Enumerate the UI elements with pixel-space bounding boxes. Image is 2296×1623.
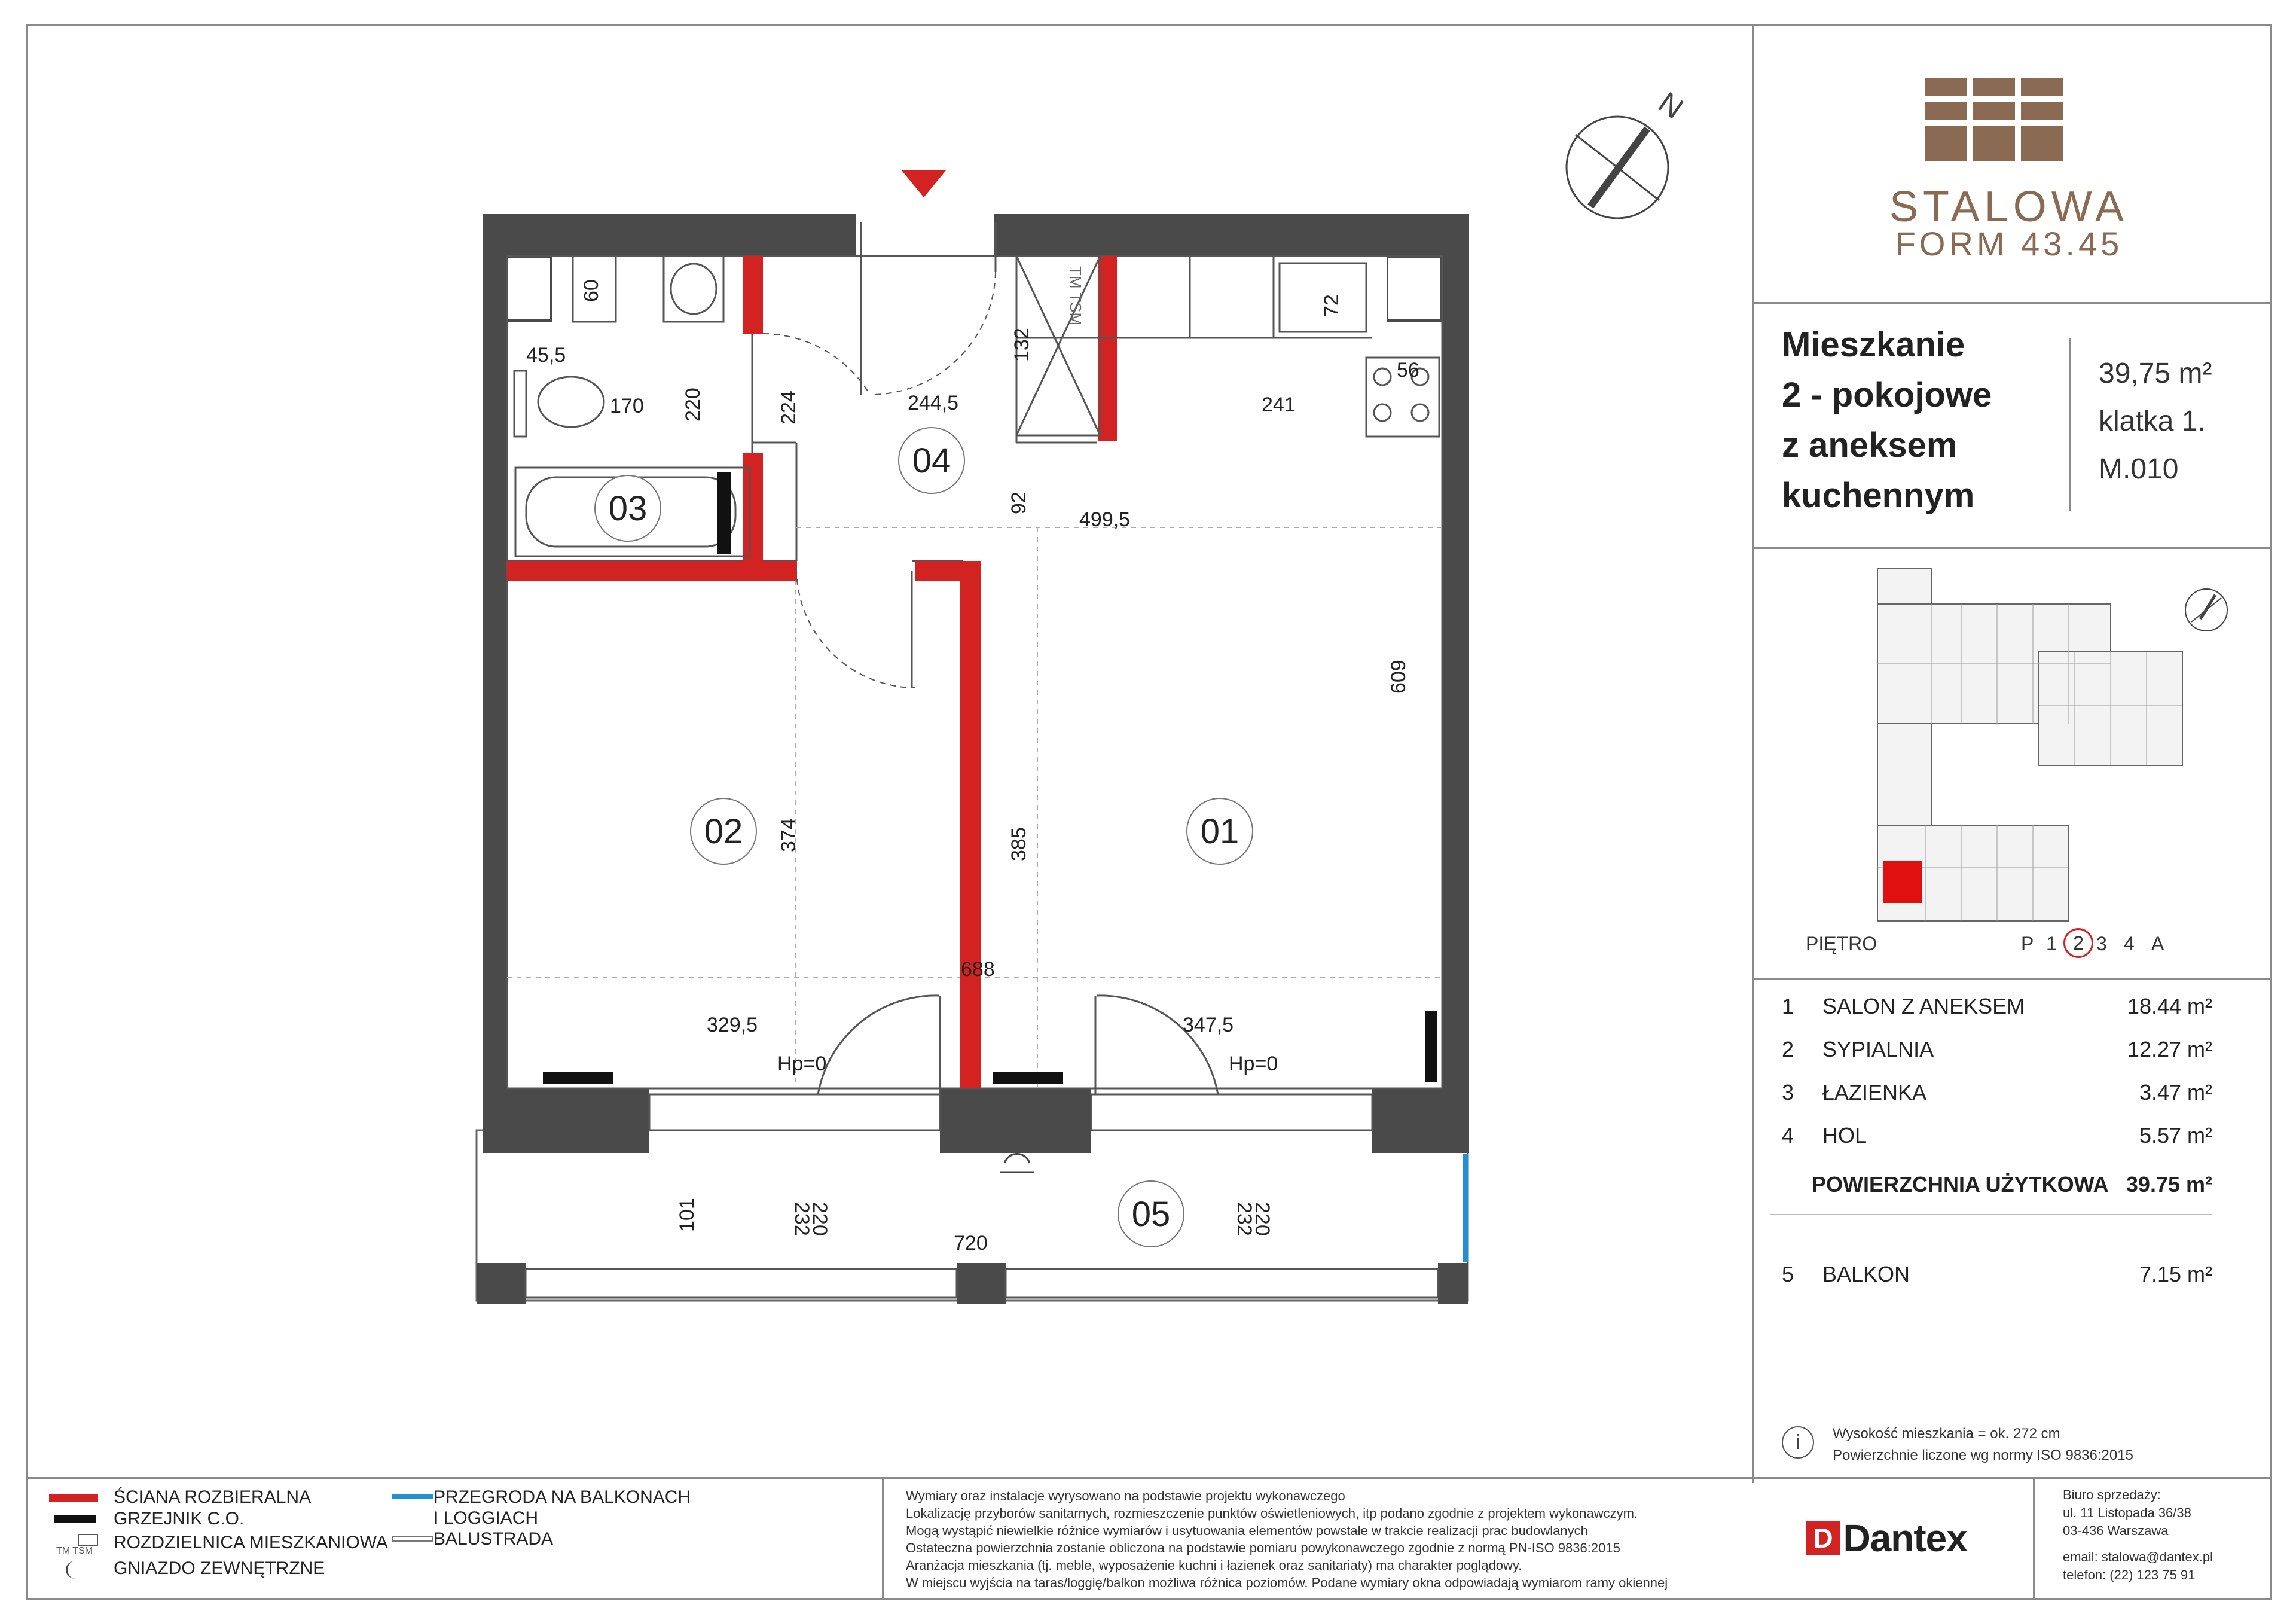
legend-distributor: ROZDZIELNICA MIESZKANIOWA bbox=[114, 1533, 388, 1552]
bathroom-radiator bbox=[718, 472, 731, 554]
dim-609: 609 bbox=[1387, 660, 1410, 694]
hp-left: Hp=0 bbox=[777, 1052, 827, 1075]
dim-92: 92 bbox=[1007, 492, 1030, 514]
total-row bbox=[1782, 1172, 2212, 1208]
duct-shaft-left bbox=[508, 258, 550, 319]
building-key-plan bbox=[1866, 556, 2236, 939]
sidebar-logo-divider bbox=[1752, 302, 2272, 304]
dim-45-5: 45,5 bbox=[526, 344, 566, 367]
floor-A[interactable]: A bbox=[2151, 933, 2164, 954]
info-icon: i bbox=[1782, 1426, 1814, 1459]
dim-170: 170 bbox=[610, 395, 644, 417]
room-num: 3 bbox=[1782, 1080, 1794, 1105]
dim-241: 241 bbox=[1262, 393, 1296, 416]
dim-329-5: 329,5 bbox=[707, 1014, 758, 1036]
note-1: Wymiary oraz instalacje wyrysowano na podstawie projektu wykonawczego bbox=[906, 1488, 1345, 1503]
room-num: 4 bbox=[1782, 1123, 1794, 1148]
dim-232a: 232 bbox=[790, 1202, 813, 1236]
dim-56: 56 bbox=[1397, 359, 1419, 382]
balcony-row bbox=[1782, 1262, 2212, 1298]
bottom-divider bbox=[26, 1477, 2272, 1479]
balcony-partition bbox=[1463, 1154, 1468, 1262]
legend-partition-swatch bbox=[392, 1494, 433, 1499]
sidebar-divider bbox=[1752, 24, 1754, 1483]
room-area: 12.27 m² bbox=[2127, 1037, 2212, 1061]
room-label-04: 04 bbox=[912, 441, 951, 480]
info-norm: Powierzchnie liczone wg normy ISO 9836:2015 bbox=[1833, 1447, 2133, 1463]
legend-tm-tsm: TM TSM bbox=[56, 1546, 93, 1556]
legend-wall: ŚCIANA ROZBIERALNA bbox=[114, 1487, 312, 1507]
room-row-2 bbox=[1782, 1037, 2212, 1073]
dim-220b: 220 bbox=[808, 1202, 831, 1236]
floor-4[interactable]: 4 bbox=[2124, 933, 2135, 954]
compass-icon bbox=[1567, 86, 1689, 218]
seller-phone[interactable]: telefon: (22) 123 75 91 bbox=[2063, 1567, 2196, 1582]
room-name: BALKON bbox=[1822, 1262, 1910, 1286]
info-text bbox=[1833, 1423, 2133, 1466]
floor-2[interactable]: 2 bbox=[2063, 928, 2093, 958]
entrance-marker-icon bbox=[902, 170, 946, 197]
total-separator bbox=[1770, 1214, 2212, 1215]
floor-1[interactable]: 1 bbox=[2046, 933, 2057, 954]
dim-385: 385 bbox=[1007, 827, 1030, 861]
legend-socket: GNIAZDO ZEWNĘTRZNE bbox=[114, 1558, 325, 1578]
title-meta-divider bbox=[2069, 338, 2071, 511]
developer-logo bbox=[1806, 1516, 1967, 1564]
title-line-2: 2 - pokojowe bbox=[1782, 376, 1992, 414]
room-name: ŁAZIENKA bbox=[1822, 1080, 1927, 1105]
removable-walls bbox=[507, 256, 1117, 1088]
disclaimer-notes bbox=[906, 1487, 1668, 1591]
room-area: 7.15 m² bbox=[2139, 1262, 2212, 1286]
note-4: Ostateczna powierzchnia zostanie obliczona na podstawie pomiaru powykonawczego zgodnie z normą PN-ISO 9836:2015 bbox=[906, 1540, 1620, 1555]
legend-radiator: GRZEJNIK C.O. bbox=[114, 1509, 245, 1529]
dim-101: 101 bbox=[676, 1198, 698, 1232]
brand-logo bbox=[1860, 60, 2158, 275]
apartment-title bbox=[1782, 320, 1992, 521]
radiators bbox=[543, 1011, 1437, 1084]
sidebar-table-divider bbox=[1752, 978, 2272, 980]
seller-email[interactable]: email: stalowa@dantex.pl bbox=[2063, 1549, 2213, 1564]
room-num: 1 bbox=[1782, 994, 1794, 1018]
info-height: Wysokość mieszkania = ok. 272 cm bbox=[1833, 1426, 2060, 1442]
note-3: Mogą wystąpić niewielkie różnice wymiarów i usytuowania elementów powstałe w trakcie realizacji prac budowlanych bbox=[906, 1523, 1588, 1538]
dim-688: 688 bbox=[961, 958, 995, 981]
dim-232b: 232 bbox=[1233, 1202, 1256, 1236]
legend-partition-1: PRZEGRODA NA BALKONACH bbox=[433, 1487, 691, 1507]
legend-socket-icon bbox=[66, 1561, 86, 1579]
dim-499-5: 499,5 bbox=[1079, 508, 1131, 531]
room-label-05: 05 bbox=[1131, 1195, 1171, 1234]
title-line-1: Mieszkanie bbox=[1782, 325, 1965, 364]
key-plan-unit-highlight bbox=[1883, 861, 1922, 903]
seller-street: ul. 11 Listopada 36/38 bbox=[2063, 1505, 2191, 1520]
dim-244-5: 244,5 bbox=[908, 392, 959, 414]
title-line-3: z aneksem bbox=[1782, 426, 1958, 465]
total-label: POWIERZCHNIA UŻYTKOWA bbox=[1812, 1172, 2109, 1197]
room-label-02: 02 bbox=[704, 812, 743, 851]
room-row-1 bbox=[1782, 994, 2212, 1030]
room-num: 2 bbox=[1782, 1037, 1794, 1061]
notes-divider bbox=[882, 1477, 884, 1600]
note-5: Aranżacja mieszkania (tj. meble, wyposażenie kuchni i łazienek oraz sanitariaty) ma charakter poglądowy. bbox=[906, 1558, 1522, 1573]
dim-72: 72 bbox=[1320, 294, 1343, 317]
seller-label: Biuro sprzedaży: bbox=[2063, 1487, 2161, 1502]
title-line-4: kuchennym bbox=[1782, 476, 1975, 515]
sidebar-title-divider bbox=[1752, 547, 2272, 549]
seller-city: 03-436 Warszawa bbox=[2063, 1523, 2169, 1538]
kitchen-tm-tsm: TM TSM bbox=[1067, 266, 1085, 326]
total-area: 39.75 m² bbox=[2126, 1172, 2212, 1197]
apartment-staircase: klatka 1. bbox=[2099, 405, 2206, 437]
note-2: Lokalizację przyborów sanitarnych, rozmieszczenie punktów oświetleniowych, itp podano zgodnie z projektem wykonawczym. bbox=[906, 1506, 1638, 1521]
floor-3[interactable]: 3 bbox=[2096, 933, 2107, 954]
dim-374: 374 bbox=[777, 818, 800, 852]
legend-partition-2: I LOGGIACH bbox=[433, 1508, 539, 1528]
room-label-01: 01 bbox=[1200, 812, 1239, 851]
dim-224: 224 bbox=[777, 391, 800, 425]
dim-720: 720 bbox=[954, 1232, 988, 1255]
developer-logo-icon: D bbox=[1806, 1521, 1840, 1555]
brand-subname: FORM 43.45 bbox=[1895, 225, 2123, 263]
hp-right: Hp=0 bbox=[1229, 1052, 1278, 1075]
floor-P[interactable]: P bbox=[2021, 933, 2034, 954]
room-row-4 bbox=[1782, 1123, 2212, 1159]
room-area: 18.44 m² bbox=[2127, 994, 2212, 1018]
seller-divider bbox=[2033, 1477, 2035, 1600]
room-name: HOL bbox=[1822, 1123, 1867, 1148]
seller-info bbox=[2063, 1486, 2213, 1584]
room-label-03: 03 bbox=[608, 489, 648, 528]
svg-text:N: N bbox=[1652, 86, 1690, 126]
room-area: 3.47 m² bbox=[2139, 1080, 2212, 1105]
legend-radiator-icon bbox=[54, 1515, 96, 1523]
dim-60: 60 bbox=[580, 279, 603, 302]
room-name: SALON Z ANEKSEM bbox=[1822, 994, 2025, 1018]
brand-mark-icon bbox=[1860, 60, 2158, 179]
duct-shaft-right bbox=[1388, 258, 1440, 319]
room-area: 5.57 m² bbox=[2139, 1123, 2212, 1148]
legend-wall-swatch bbox=[49, 1494, 98, 1502]
note-6: W miejscu wyjścia na taras/loggię/balkon możliwa różnica poziomów. Podane wymiary okna odpowiadają wymiarom ramy okiennej bbox=[906, 1575, 1668, 1590]
apartment-meta bbox=[2099, 350, 2212, 493]
room-num: 5 bbox=[1782, 1262, 1794, 1286]
dim-132: 132 bbox=[1010, 328, 1033, 362]
floor-label: PIĘTRO bbox=[1806, 933, 1877, 954]
key-plan-compass-icon bbox=[2185, 589, 2227, 631]
dim-220a: 220 bbox=[682, 388, 704, 422]
dim-347-5: 347,5 bbox=[1183, 1014, 1234, 1036]
room-row-3 bbox=[1782, 1080, 2212, 1116]
brand-name: STALOWA bbox=[1889, 183, 2129, 231]
developer-logo-text: Dantex bbox=[1843, 1517, 1967, 1560]
room-name: SYPIALNIA bbox=[1822, 1037, 1934, 1061]
dim-220c: 220 bbox=[1251, 1202, 1274, 1236]
legend-distributor-icon bbox=[78, 1534, 98, 1546]
apartment-area: 39,75 m² bbox=[2099, 358, 2212, 389]
floor-selector bbox=[2021, 933, 2182, 963]
legend-balustrade: BALUSTRADA bbox=[433, 1529, 554, 1549]
apartment-unit: M.010 bbox=[2099, 453, 2179, 485]
legend-balustrade-swatch bbox=[392, 1536, 433, 1542]
